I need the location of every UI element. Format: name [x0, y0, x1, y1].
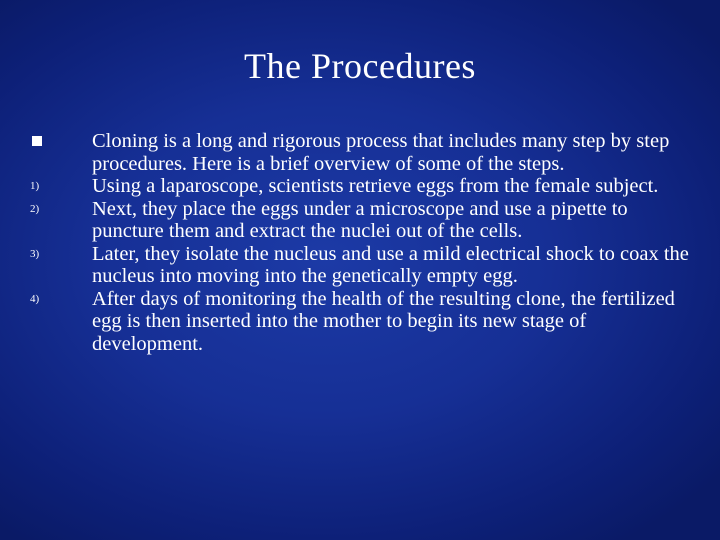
procedure-list — [30, 130, 690, 355]
step-number — [30, 288, 70, 310]
step-number-label: 2) — [30, 202, 40, 215]
list-item-intro — [30, 130, 690, 175]
square-bullet-icon — [30, 130, 70, 152]
list-item-text: Later, they isolate the nucleus and use a mild electrical shock to coax the nucleus into moving into the genetically empty egg. — [92, 242, 689, 287]
step-number-label: 3) — [30, 247, 40, 260]
step-number-label: 4) — [30, 292, 40, 305]
step-number — [30, 175, 70, 197]
list-item-step-1 — [30, 175, 690, 198]
step-number — [30, 243, 70, 265]
list-item-step-2 — [30, 198, 690, 243]
list-item-text: Cloning is a long and rigorous process that includes many step by step procedures. Here is a brief overview of some of the steps. — [92, 130, 670, 175]
list-item-text: Next, they place the eggs under a microscope and use a pipette to puncture them and extract the nuclei out of the cells. — [92, 197, 628, 242]
list-item-step-3 — [30, 243, 690, 288]
slide-title: The Procedures — [244, 46, 476, 86]
list-item-text: Using a laparoscope, scientists retrieve eggs from the female subject. — [92, 175, 659, 197]
step-number-label: 1) — [30, 180, 40, 192]
list-item-text: After days of monitoring the health of the resulting clone, the fertilized egg is then inserted into the mother to begin its new stage of development. — [92, 287, 675, 355]
step-number — [30, 198, 70, 220]
list-item-step-4 — [30, 288, 690, 356]
square-bullet-shape — [32, 136, 42, 146]
